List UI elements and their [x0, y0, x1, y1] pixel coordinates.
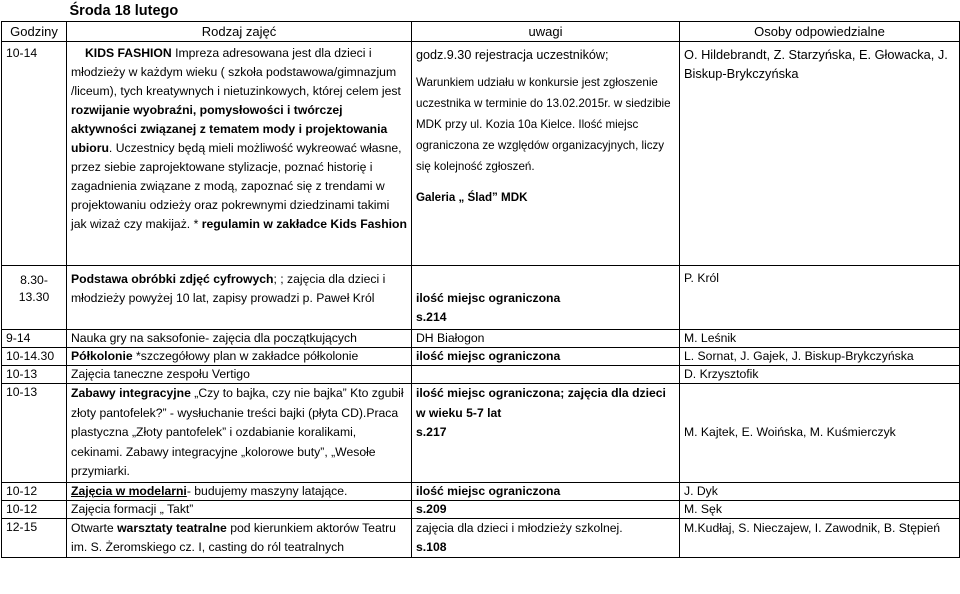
row-notes: godz.9.30 rejestracja uczestników; Warunkiem udziału w konkursie jest zgłoszenie uczestnika w terminie do 13.02.2015r. w siedzibie MDK przy ul. Kozia 10a Kielce. Ilość miejsc ograniczona ze względów organizacyjnych, liczy się kolejność zgłoszeń. Galeria „ Ślad” MDK [412, 42, 680, 266]
row-time: 9-14 [2, 330, 67, 348]
row-notes: ilość miejsc ograniczona s.214 [412, 266, 680, 330]
event-name: KIDS FASHION [85, 46, 172, 60]
header-row [2, 22, 960, 42]
header-godziny: Godziny [2, 22, 67, 42]
table-row [2, 266, 960, 330]
row-activity: Półkolonie *szczegółowy plan w zakładce półkolonie [67, 348, 412, 366]
table-row [2, 482, 960, 500]
row-notes: s.209 [412, 500, 680, 518]
table-row [2, 500, 960, 518]
row-people: O. Hildebrandt, Z. Starzyńska, E. Głowacka, J. Biskup-Brykczyńska [680, 42, 960, 266]
row-activity: KIDS FASHION Impreza adresowana jest dla dzieci i młodzieży w każdym wieku ( szkoła podstawowa/gimnazjum /liceum), tych kreatywnych i nietuzinkowych, której celem jest rozwijanie wyobraźni, pomysłowości i twórczej aktywności związanej z tematem mody i projektowania ubioru. Uczestnicy będą mieli możliwość wykreować własne, przez siebie zaprojektowane stylizacje, poznać historię i zagadnienia związane z modą, zapoznać się z trendami w projektowaniu odzieży oraz pokrewnymi dziedzinami takimi jak wizaż czy makijaż. * regulamin w zakładce Kids Fashion [67, 42, 412, 266]
row-people: M. Leśnik [680, 330, 960, 348]
row-people: P. Król [680, 266, 960, 330]
row-activity: Zajęcia formacji „ Takt” [67, 500, 412, 518]
table-row [2, 348, 960, 366]
row-people: M. Kajtek, E. Woińska, M. Kuśmierczyk [680, 384, 960, 483]
table-row [2, 518, 960, 557]
row-activity: Zajęcia w modelarni- budujemy maszyny latające. [67, 482, 412, 500]
row-people: L. Sornat, J. Gajek, J. Biskup-Brykczyńska [680, 348, 960, 366]
row-activity: Nauka gry na saksofonie- zajęcia dla początkujących [67, 330, 412, 348]
header-osoby: Osoby odpowiedzialne [680, 22, 960, 42]
row-time: 10-13 [2, 384, 67, 483]
row-notes [412, 366, 680, 384]
row-time: 10-13 [2, 366, 67, 384]
header-rodzaj: Rodzaj zajęć [67, 22, 412, 42]
row-activity: Zabawy integracyjne „Czy to bajka, czy nie bajka” Kto zgubił złoty pantofelek?” - wysłuchanie treści bajki (płyta CD).Praca plastyczna „Złoty pantofelek” i ozdabianie koralikami, cekinami. Zabawy integracyjne „kolorowe buty”, „Wesołe przymiarki. [67, 384, 412, 483]
table-row [2, 384, 960, 483]
row-activity: Podstawa obróbki zdjęć cyfrowych; ; zajęcia dla dzieci i młodzieży powyżej 10 lat, zapisy prowadzi p. Paweł Król [67, 266, 412, 330]
table-row [2, 366, 960, 384]
row-time: 12-15 [2, 518, 67, 557]
row-time: 10-14 [2, 42, 67, 266]
row-notes: ilość miejsc ograniczona [412, 348, 680, 366]
row-notes: ilość miejsc ograniczona; zajęcia dla dzieci w wieku 5-7 lat s.217 [412, 384, 680, 483]
row-people: J. Dyk [680, 482, 960, 500]
table-row [2, 42, 960, 266]
row-notes: zajęcia dla dzieci i młodzieży szkolnej. s.108 [412, 518, 680, 557]
schedule-table [1, 0, 960, 558]
header-uwagi: uwagi [412, 22, 680, 42]
row-activity: Zajęcia taneczne zespołu Vertigo [67, 366, 412, 384]
row-notes: DH Białogon [412, 330, 680, 348]
schedule-title: Środa 18 lutego [67, 0, 960, 22]
row-time: 10-12 [2, 500, 67, 518]
row-notes: ilość miejsc ograniczona [412, 482, 680, 500]
row-time: 8.30-13.30 [2, 266, 67, 330]
row-people: M. Sęk [680, 500, 960, 518]
row-people: M.Kudłaj, S. Nieczajew, I. Zawodnik, B. Stępień [680, 518, 960, 557]
row-time: 10-12 [2, 482, 67, 500]
table-row [2, 330, 960, 348]
row-people: D. Krzysztofik [680, 366, 960, 384]
row-time: 10-14.30 [2, 348, 67, 366]
row-activity: Otwarte warsztaty teatralne pod kierunkiem aktorów Teatru im. S. Żeromskiego cz. I, casting do ról teatralnych [67, 518, 412, 557]
